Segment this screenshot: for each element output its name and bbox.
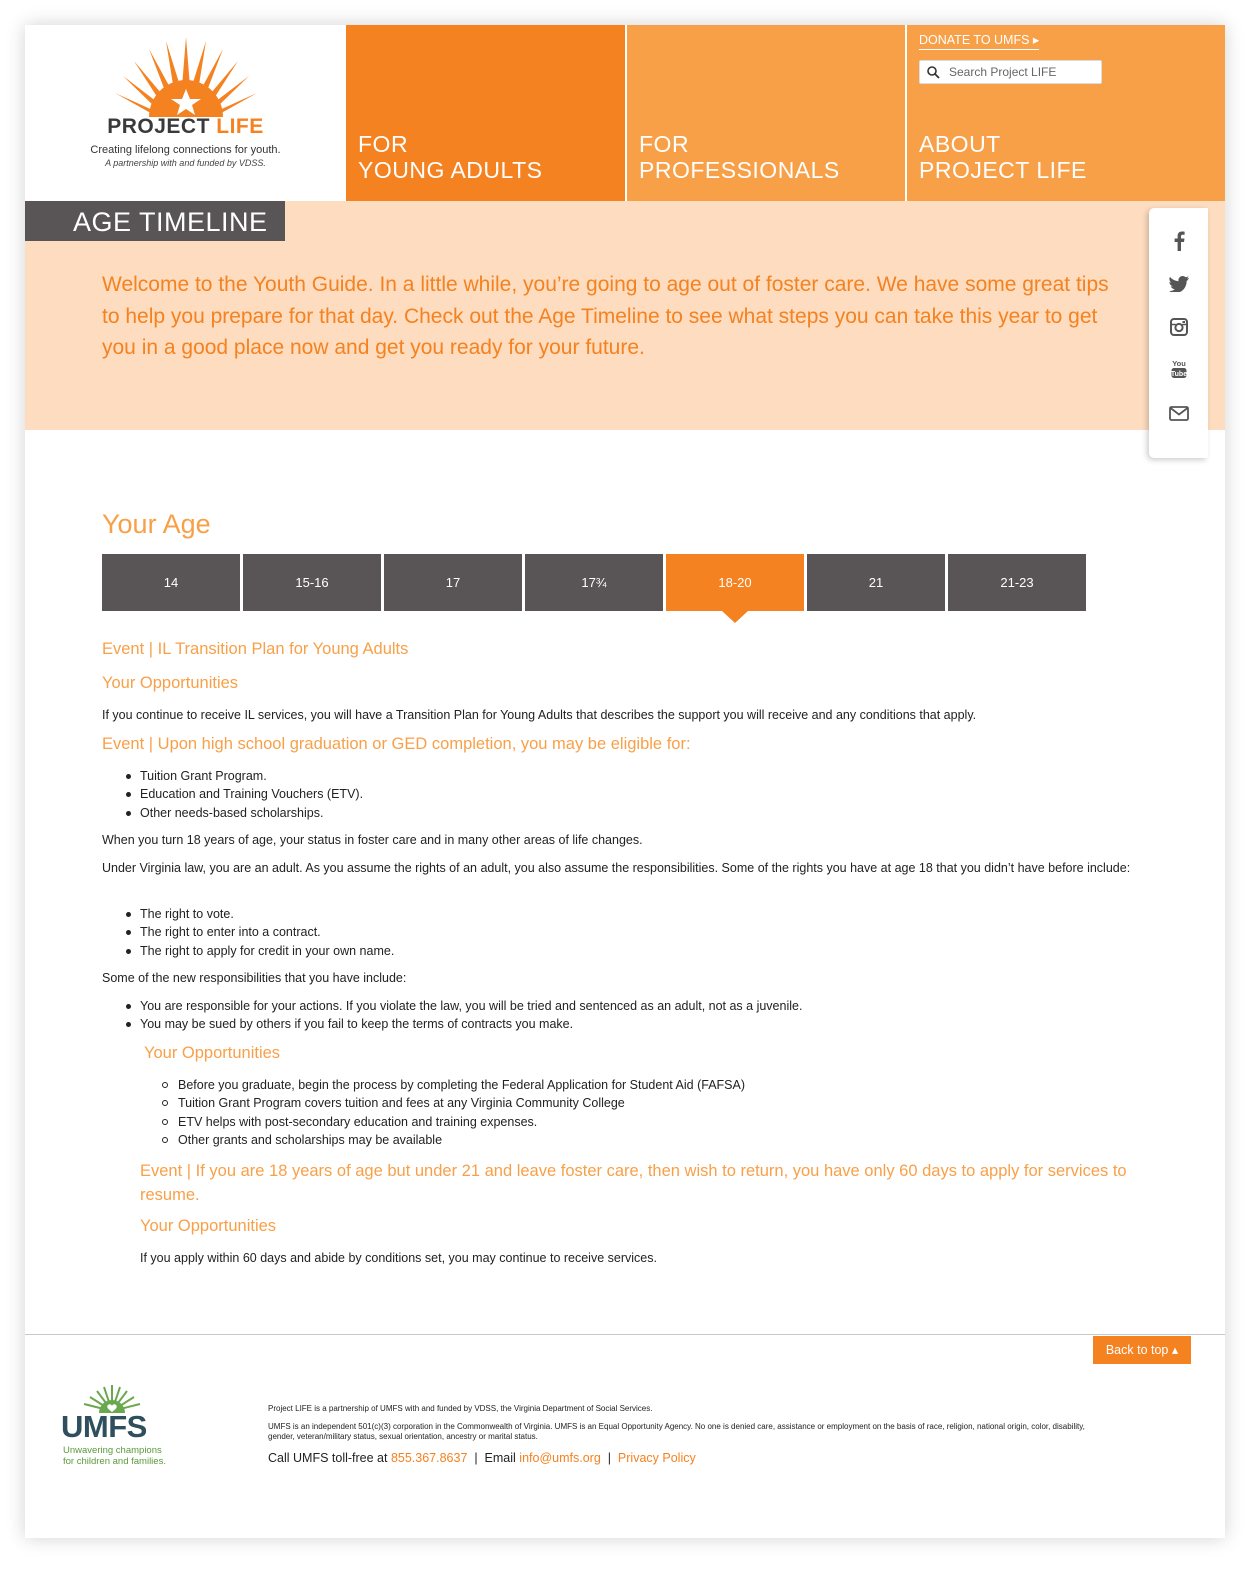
footer-separator: | bbox=[600, 1451, 618, 1465]
opportunities-text-1: If you continue to receive IL services, you will have a Transition Plan for Young Adults that describes the support you will receive and any conditions that apply. bbox=[102, 708, 977, 722]
event-heading-3: Event | If you are 18 years of age but under 21 and leave foster care, then wish to return, you have only 60 days to apply for services to resume. bbox=[140, 1162, 1127, 1204]
age-tab-15-16[interactable]: 15-16 bbox=[243, 554, 381, 611]
paragraph-status-change: When you turn 18 years of age, your status in foster care and in many other areas of life changes. bbox=[102, 833, 643, 847]
opportunities-heading-3: Your Opportunities bbox=[140, 1217, 277, 1235]
umfs-name: UMFS bbox=[61, 1409, 147, 1444]
footer-phone-link[interactable]: 855.367.8637 bbox=[390, 1451, 468, 1465]
paragraph-responsibilities: Some of the new responsibilities that you have include: bbox=[102, 971, 407, 985]
age-tabs bbox=[102, 554, 1086, 611]
umfs-tagline-1: Unwavering champions bbox=[63, 1445, 162, 1456]
responsibilities-list bbox=[124, 997, 1124, 1034]
email-icon[interactable] bbox=[1168, 402, 1190, 424]
age-tab-17-three-quarters[interactable]: 17¾ bbox=[525, 554, 663, 611]
logo-tagline: Creating lifelong connections for youth. bbox=[90, 144, 281, 156]
nav-for-young-adults[interactable] bbox=[346, 25, 625, 201]
svg-text:Tube: Tube bbox=[1170, 371, 1188, 378]
age-tab-14[interactable]: 14 bbox=[102, 554, 240, 611]
social-sidebar bbox=[1149, 208, 1208, 458]
footer-eeo-text: UMFS is an independent 501(c)(3) corporation in the Commonwealth of Virginia. UMFS is an Equal Opportunity Agency. No one is denied care, assistance or employment on the basis of race, religion, national origin, color, disability, gender, veteran/military status, sexual orientation, ancestry or marital status. bbox=[268, 1422, 1085, 1441]
list-item: You may be sued by others if you fail to keep the terms of contracts you make. bbox=[124, 1015, 1124, 1033]
footer-divider bbox=[25, 1334, 1225, 1335]
nav-label-about[interactable]: ABOUT PROJECT LIFE bbox=[919, 131, 1087, 183]
eligibility-list bbox=[124, 767, 1024, 822]
footer-call-label: Call UMFS toll-free at bbox=[268, 1451, 391, 1465]
opportunities-list bbox=[162, 1076, 1062, 1149]
search-icon bbox=[927, 66, 940, 79]
paragraph-virginia-law: Under Virginia law, you are an adult. As you assume the rights of an adult, you also assume the responsibilities. Some of the rights you have at age 18 that you didn’t have before include: bbox=[102, 861, 1131, 875]
list-item: Other grants and scholarships may be available bbox=[162, 1131, 1062, 1149]
logo-subline: A partnership with and funded by VDSS. bbox=[105, 158, 266, 168]
page-title: AGE TIMELINE bbox=[25, 201, 285, 241]
umfs-tagline bbox=[63, 1445, 183, 1467]
opportunities-heading-2: Your Opportunities bbox=[144, 1044, 281, 1062]
logo-name-main: PROJECT bbox=[107, 115, 217, 138]
site-header bbox=[25, 25, 1225, 201]
intro-text: Welcome to the Youth Guide. In a little while, you’re going to age out of foster care. We have some great tips to help you prepare for that day. Check out the Age Timeline to see what steps you can take this year to get you in a good place now and get you ready for your future. bbox=[102, 273, 1109, 359]
search-placeholder: Search Project LIFE bbox=[949, 65, 1057, 79]
sun-logo-icon bbox=[109, 37, 263, 117]
your-age-heading: Your Age bbox=[102, 509, 211, 539]
list-item: Education and Training Vouchers (ETV). bbox=[124, 785, 1024, 803]
footer-email-label: | Email bbox=[467, 1451, 520, 1465]
logo-name bbox=[25, 115, 346, 139]
search-input[interactable] bbox=[919, 60, 1102, 84]
nav-label-professionals: FOR PROFESSIONALS bbox=[639, 131, 840, 183]
list-item: Tuition Grant Program. bbox=[124, 767, 1024, 785]
list-item: The right to apply for credit in your own name. bbox=[124, 942, 1024, 960]
donate-link[interactable]: DONATE TO UMFS ▸ bbox=[919, 32, 1039, 50]
footer-email-link[interactable]: info@umfs.org bbox=[519, 1451, 601, 1465]
youtube-icon[interactable] bbox=[1168, 359, 1190, 381]
nav-about-project-life bbox=[907, 25, 1225, 201]
nav-for-professionals[interactable] bbox=[627, 25, 905, 201]
nav-label-young-adults: FOR YOUNG ADULTS bbox=[358, 131, 543, 183]
event-heading-1: Event | IL Transition Plan for Young Adults bbox=[102, 640, 409, 658]
rights-list bbox=[124, 905, 1024, 960]
age-tab-18-20[interactable]: 18-20 bbox=[666, 554, 804, 611]
list-item: Tuition Grant Program covers tuition and fees at any Virginia Community College bbox=[162, 1094, 1062, 1112]
back-to-top-button[interactable]: Back to top ▴ bbox=[1093, 1336, 1191, 1364]
event-heading-2: Event | Upon high school graduation or GED completion, you may be eligible for: bbox=[102, 735, 691, 753]
facebook-icon[interactable] bbox=[1168, 230, 1190, 252]
svg-text:You: You bbox=[1172, 359, 1186, 368]
twitter-icon[interactable] bbox=[1168, 273, 1190, 295]
age-tab-21[interactable]: 21 bbox=[807, 554, 945, 611]
project-life-logo[interactable] bbox=[25, 25, 346, 201]
footer-contact bbox=[268, 1451, 696, 1465]
list-item: The right to enter into a contract. bbox=[124, 923, 1024, 941]
age-tab-17[interactable]: 17 bbox=[384, 554, 522, 611]
age-tab-21-23[interactable]: 21-23 bbox=[948, 554, 1086, 611]
opportunities-heading-1: Your Opportunities bbox=[102, 674, 239, 692]
logo-name-accent: LIFE bbox=[216, 115, 264, 138]
list-item: Other needs-based scholarships. bbox=[124, 804, 1024, 822]
instagram-icon[interactable] bbox=[1168, 316, 1190, 338]
umfs-tagline-2: for children and families. bbox=[63, 1456, 166, 1467]
intro-band bbox=[25, 201, 1225, 430]
opportunities-text-3: If you apply within 60 days and abide by conditions set, you may continue to receive services. bbox=[140, 1251, 657, 1265]
umfs-logo[interactable] bbox=[61, 1383, 171, 1473]
footer-partnership-text: Project LIFE is a partnership of UMFS with and funded by VDSS, the Virginia Department of Social Services. bbox=[268, 1404, 653, 1413]
footer-privacy-link[interactable]: Privacy Policy bbox=[617, 1451, 696, 1465]
page bbox=[25, 25, 1225, 1538]
list-item: ETV helps with post-secondary education and training expenses. bbox=[162, 1113, 1062, 1131]
list-item: You are responsible for your actions. If you violate the law, you will be tried and sentenced as an adult, not as a juvenile. bbox=[124, 997, 1124, 1015]
list-item: Before you graduate, begin the process by completing the Federal Application for Student Aid (FAFSA) bbox=[162, 1076, 1062, 1094]
list-item: The right to vote. bbox=[124, 905, 1024, 923]
